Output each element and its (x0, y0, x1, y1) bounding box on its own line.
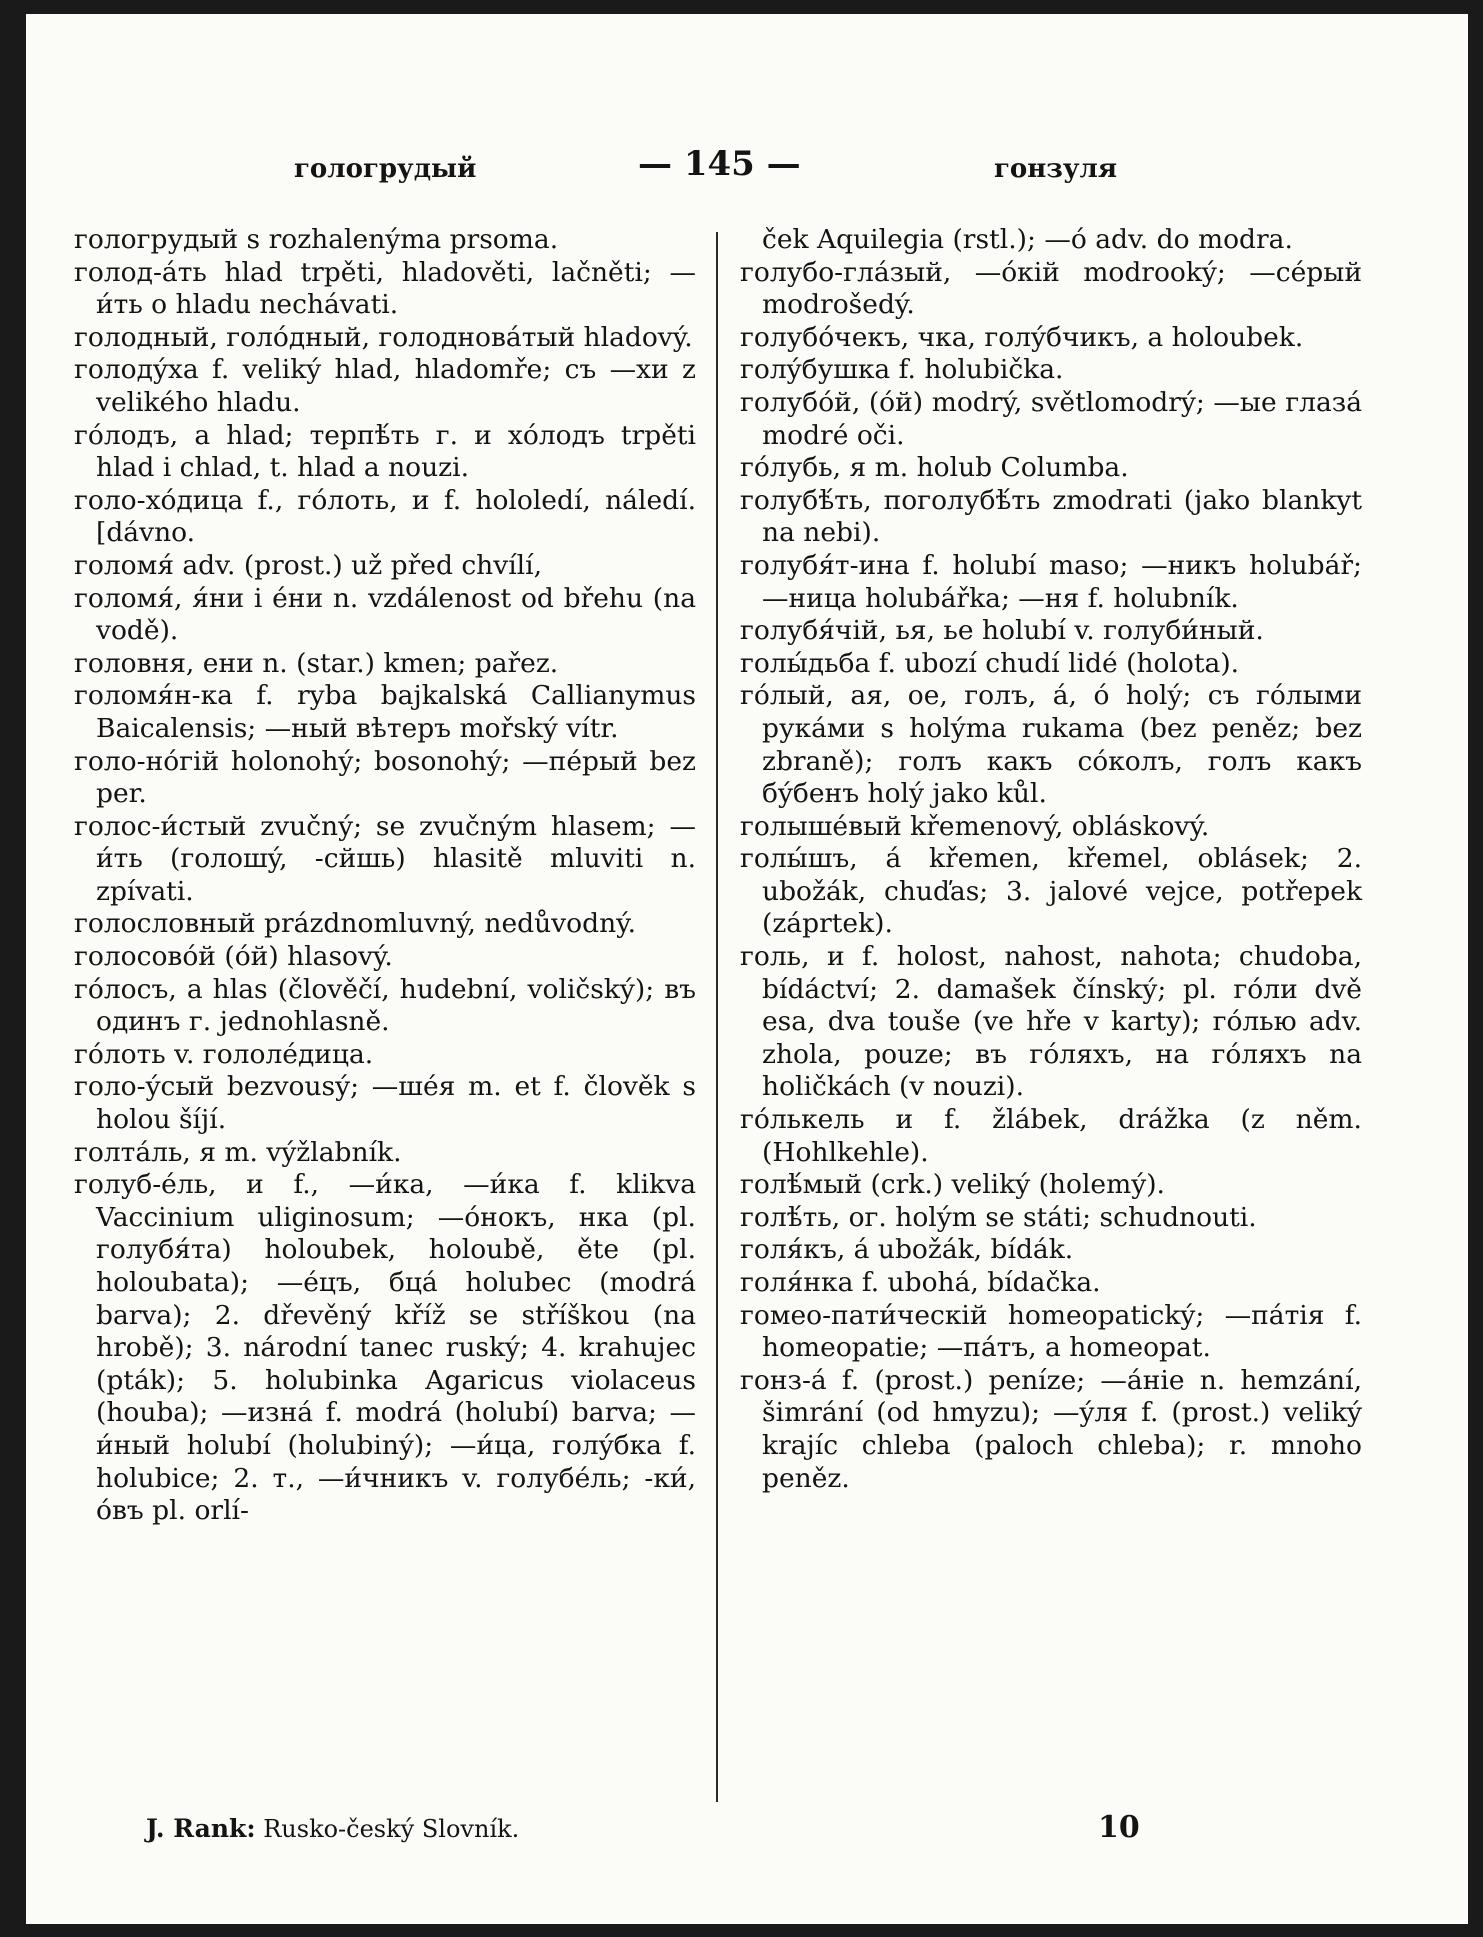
dictionary-entry: гóлосъ, a hlas (člověčí, hudební, voličský); въ одинъ г. jednohlasně. (74, 973, 696, 1038)
dictionary-page (26, 14, 1468, 1924)
left-column (74, 224, 696, 1528)
page-header (26, 144, 1468, 200)
dictionary-entry: голуб-éль, и f., —и́ка, —и́ка f. klikva Vaccinium uliginosum; —óнокъ, нка (pl. голубя́та) holoubek, holoubě, ěte (pl. holoubata); —éцъ, бцá holubec (modrá barva); 2. dřevěný kříž se stříškou (na hrobě); 3. národní tanec ruský; 4. krahujec (pták); 5. holubinka Agaricus violaceus (houba); —изнá f. modrá (holubí) barva; —и́ный holubí (holubiný); —и́ца, голýбка f. holubice; 2. т., —и́чникъ v. голубéль; -ки́, óвъ pl. orlí- (74, 1169, 696, 1527)
dictionary-entry: голь, и f. holost, nahost, nahota; chudoba, bídáctví; 2. damašek čínský; pl. гóли dvě esa, dva touše (ve hře v karty); гóлью adv. zhola, pouze; въ гóляхъ, на гóляхъ na holičkách (v nouzi). (740, 941, 1362, 1103)
column-divider (716, 232, 718, 1802)
dictionary-entry: голосовóй (óй) hlasový. (74, 941, 393, 973)
header-right-guide-word: гонзуля (994, 154, 1118, 184)
dictionary-entry: голѣ́мый (crk.) veliký (holemý). (740, 1169, 1165, 1201)
dictionary-entry: голубя́т-ина f. holubí maso; —никъ holubář; —ница holubářka; —ня f. holubník. (740, 549, 1362, 614)
dictionary-entry-continuation: ček Aquilegia (rstl.); —ó adv. do modra. (762, 224, 1293, 255)
dictionary-entry: голомя́, я́ни i éни n. vzdálenost od břehu (na vodě). (74, 582, 696, 647)
dictionary-entry: голод-áть hlad trpěti, hladověti, lačněti; —и́ть o hladu nechávati. (74, 256, 696, 321)
dictionary-entry: гóлубь, я m. holub Columba. (740, 452, 1129, 484)
footer-author: J. Rank: (146, 1814, 256, 1843)
dictionary-entry: голышéвый křemenový, obláskový. (740, 810, 1210, 842)
dictionary-entry: голубóй, (óй) modrý, světlomodrý; —ые глазá modré oči. (740, 386, 1362, 451)
dictionary-entry: голя́нка f. ubohá, bídačka. (740, 1267, 1101, 1298)
dictionary-entry: голя́къ, á ubožák, bídák. (740, 1234, 1074, 1266)
dictionary-entry: гóлодъ, a hlad; терпѣ́ть г. и хóлодъ trpěti hlad i chlad, t. hlad a nouzi. (74, 419, 696, 484)
dictionary-entry: голословный prázdnomluvný, nedůvodný. (74, 908, 637, 940)
dictionary-entry: голо-хóдица f., гóлоть, и f. hololedí, náledí. [dávno. (74, 484, 696, 549)
dictionary-entry: гóлый, ая, ое, голъ, á, ó holý; съ гóлыми рукáми s holýma rukama (bez peněz; bez zbraně); голъ какъ сóколъ, голъ какъ бýбенъ holý jako kůl. (740, 680, 1362, 810)
dictionary-entry: голы́дьба f. ubozí chudí lidé (holota). (740, 647, 1240, 679)
dictionary-entry: гологрудый s rozhalenýma prsoma. (74, 224, 559, 255)
right-column (740, 224, 1362, 1495)
footer-book-title: Rusko-český Slovník. (263, 1815, 520, 1843)
dictionary-entry: голодный, голóдный, голодновáтый hladový. (74, 321, 693, 353)
header-left-guide-word: гологрудый (294, 154, 477, 184)
dictionary-entry: голубо-глáзый, —óкiй modrooký; —сéрый modrošedý. (740, 256, 1362, 321)
page-footer (26, 1810, 1468, 1854)
dictionary-entry: голо-нóгiй holonohý; bosonohý; —пéрый bez per. (74, 745, 696, 810)
dictionary-entry: голомя́н-ка f. ryba bajkalská Callianymus Baicalensis; —ный вѣтеръ mořský vítr. (74, 680, 696, 744)
dictionary-entry: голы́шъ, á křemen, křemel, oblásek; 2. ubožák, chuďas; 3. jalové vejce, potřepek (záprtek). (740, 843, 1362, 940)
dictionary-entry: гомео-пати́ческiй homeopatický; —пáтiя f. homeopatie; —пáтъ, a homeopat. (740, 1299, 1362, 1364)
dictionary-entry: голубя́чiй, ья, ье holubí v. голуби́ный. (740, 615, 1264, 647)
dictionary-entry: головня, ени n. (star.) kmen; pařez. (74, 647, 559, 679)
footer-imprint (146, 1814, 519, 1843)
dictionary-entry: голѣ́ть, ог. holým se státi; schudnouti. (740, 1201, 1257, 1233)
signature-mark: 10 (1098, 1810, 1140, 1845)
dictionary-entry: гонз-á f. (prost.) peníze; —áнiе n. hemzání, šimrání (od hmyzu); —ýля f. (prost.) veliký krajíc chleba (paloch chleba); r. mnoho peněz. (740, 1364, 1362, 1494)
page-number: — 145 — (638, 144, 801, 184)
dictionary-entry: гóлоть v. гололéдица. (74, 1038, 374, 1070)
dictionary-entry: голодýха f. veliký hlad, hladomře; съ —хи z velikého hladu. (74, 354, 696, 418)
dictionary-entry: голубѣ́ть, поголубѣ́ть zmodrati (jako blankyt na nebi). (740, 484, 1362, 549)
dictionary-entry: голýбушка f. holubička. (740, 354, 1064, 386)
dictionary-entry: гóлькель и f. žlábek, drážka (z něm. (Hohlkehle). (740, 1104, 1362, 1168)
dictionary-entry: голо-ýсый bezvousý; —шéя m. et f. člověk s holou šíjí. (74, 1071, 696, 1136)
dictionary-entry: голубóчекъ, чка, голýбчикъ, a holoubek. (740, 321, 1304, 353)
dictionary-entry: голтáль, я m. výžlabník. (74, 1136, 402, 1168)
dictionary-entry: голомя́ adv. (prost.) už před chvílí, (74, 549, 543, 581)
dictionary-entry: голос-и́стый zvučný; se zvučným hlasem; —и́ть (голошý, -сйшь) hlasitě mluviti n. zpívati. (74, 810, 696, 907)
